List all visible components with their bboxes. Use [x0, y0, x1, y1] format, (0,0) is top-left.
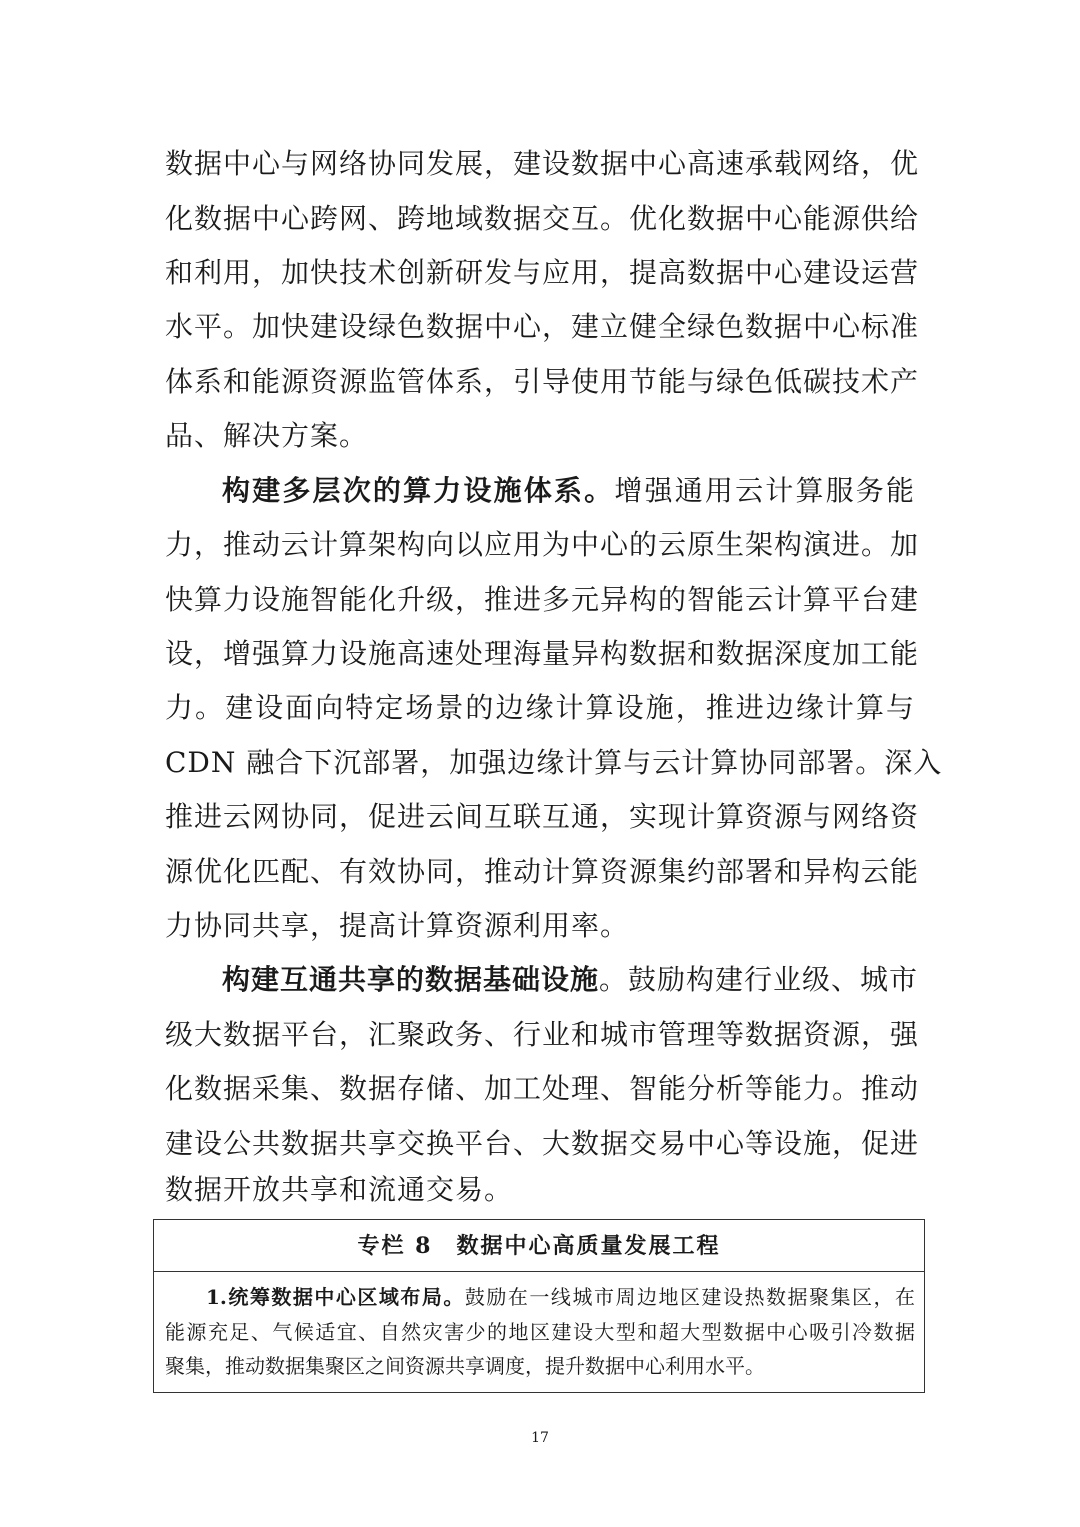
paragraph-line: 和利用，加快技术创新研发与应用，提高数据中心建设运营: [165, 256, 920, 289]
paragraph-line: 力协同共享，提高计算资源利用率。: [165, 909, 630, 942]
paragraph-heading: 构建多层次的算力设施体系。: [222, 474, 615, 507]
paragraph-line: 品、解决方案。: [165, 419, 369, 452]
paragraph-first-line: [222, 960, 919, 1000]
column-box-title: 专栏 8 数据中心高质量发展工程: [154, 1220, 924, 1272]
page-number: 17: [531, 1430, 549, 1446]
paragraph-line: 体系和能源资源监管体系，引导使用节能与绿色低碳技术产: [165, 365, 920, 398]
paragraph-line: 设，增强算力设施高速处理海量异构数据和数据深度加工能: [165, 637, 920, 670]
paragraph-line: 快算力设施智能化升级，推进多元异构的智能云计算平台建: [165, 583, 920, 616]
column-box-line: 能源充足、气候适宜、自然灾害少的地区建设大型和超大型数据中心吸引冷数据: [165, 1320, 915, 1344]
paragraph-line: 数据中心与网络协同发展，建设数据中心高速承载网络，优: [165, 147, 920, 180]
column-box-item-text: 鼓励在一线城市周边地区建设热数据聚集区，在: [464, 1285, 915, 1309]
column-box-item-heading: 1.统筹数据中心区域布局。: [206, 1285, 465, 1309]
paragraph-line: 水平。加快建设绿色数据中心，建立健全绿色数据中心标准: [165, 310, 920, 343]
paragraph-line: 力。建设面向特定场景的边缘计算设施，推进边缘计算与: [165, 691, 915, 724]
paragraph-line: 推进云网协同，促进云间互联互通，实现计算资源与网络资: [165, 800, 920, 833]
paragraph-text: 。鼓励构建行业级、城市: [599, 963, 919, 996]
paragraph-line: 力，推动云计算架构向以应用为中心的云原生架构演进。加: [165, 528, 920, 561]
paragraph-line: 化数据中心跨网、跨地域数据交互。优化数据中心能源供给: [165, 202, 920, 235]
paragraph-first-line: [222, 471, 915, 511]
paragraph-line: 级大数据平台，汇聚政务、行业和城市管理等数据资源，强: [165, 1018, 920, 1051]
paragraph-line: 化数据采集、数据存储、加工处理、智能分析等能力。推动: [165, 1072, 920, 1105]
paragraph-line: 建设公共数据共享交换平台、大数据交易中心等设施，促进: [165, 1127, 920, 1160]
column-box-first-line: [206, 1283, 915, 1311]
column-box: [153, 1219, 925, 1393]
paragraph-heading: 构建互通共享的数据基础设施: [222, 963, 600, 996]
paragraph-line: CDN 融合下沉部署，加强边缘计算与云计算协同部署。深入: [165, 746, 943, 779]
paragraph-text: 增强通用云计算服务能: [614, 474, 915, 507]
paragraph-line: 源优化匹配、有效协同，推动计算资源集约部署和异构云能: [165, 855, 920, 888]
column-box-line: 聚集，推动数据集聚区之间资源共享调度，提升数据中心利用水平。: [165, 1354, 765, 1378]
paragraph-line: 数据开放共享和流通交易。: [165, 1173, 514, 1206]
